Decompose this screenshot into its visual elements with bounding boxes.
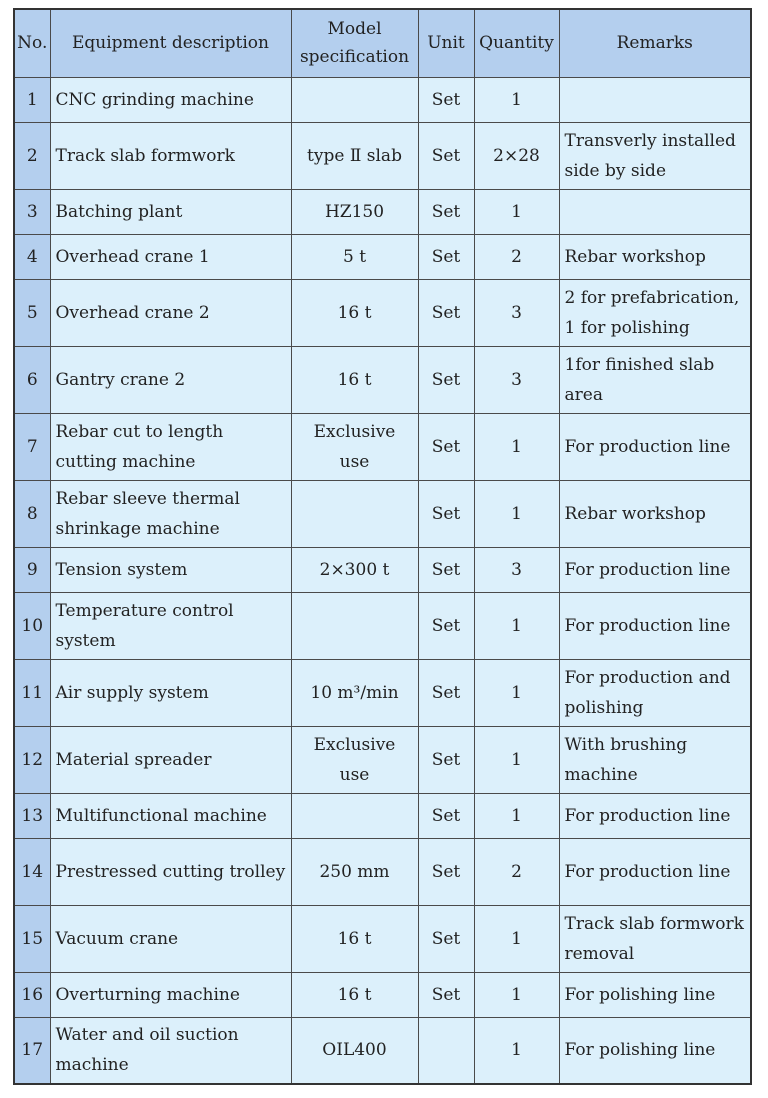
- model-specification-cell: 16 t: [291, 905, 418, 972]
- model-specification-cell: type Ⅱ slab: [291, 122, 418, 189]
- header-remarks: Remarks: [559, 9, 751, 77]
- unit-cell: Set: [418, 189, 474, 234]
- equipment-description-cell: Multifunctional machine: [50, 793, 291, 838]
- remarks-cell: For production and polishing: [559, 659, 751, 726]
- equipment-description-cell: Batching plant: [50, 189, 291, 234]
- equipment-description-cell: Temperature control system: [50, 592, 291, 659]
- table-row: [14, 122, 751, 189]
- row-number: 2: [14, 122, 50, 189]
- model-specification-cell: Exclusive use: [291, 726, 418, 793]
- unit-cell: Set: [418, 726, 474, 793]
- row-number: 10: [14, 592, 50, 659]
- remarks-cell: For production line: [559, 592, 751, 659]
- quantity-cell: 3: [474, 279, 559, 346]
- equipment-description-cell: Prestressed cutting trolley: [50, 838, 291, 905]
- unit-cell: Set: [418, 77, 474, 122]
- model-specification-cell: 2×300 t: [291, 547, 418, 592]
- row-number: 4: [14, 234, 50, 279]
- model-specification-cell: [291, 793, 418, 838]
- model-specification-cell: 5 t: [291, 234, 418, 279]
- quantity-cell: 2×28: [474, 122, 559, 189]
- table-row: [14, 838, 751, 905]
- unit-cell: Set: [418, 659, 474, 726]
- equipment-description-cell: Tension system: [50, 547, 291, 592]
- unit-cell: Set: [418, 905, 474, 972]
- remarks-cell: Rebar workshop: [559, 234, 751, 279]
- model-specification-cell: 16 t: [291, 346, 418, 413]
- model-specification-cell: HZ150: [291, 189, 418, 234]
- remarks-cell: For production line: [559, 413, 751, 480]
- table-row: [14, 547, 751, 592]
- table-row: [14, 793, 751, 838]
- row-number: 14: [14, 838, 50, 905]
- table-row: [14, 189, 751, 234]
- table-row: [14, 1017, 751, 1084]
- model-specification-cell: Exclusive use: [291, 413, 418, 480]
- quantity-cell: 3: [474, 346, 559, 413]
- header-equipment-description: Equipment description: [50, 9, 291, 77]
- equipment-description-cell: Rebar sleeve thermal shrinkage machine: [50, 480, 291, 547]
- quantity-cell: 1: [474, 1017, 559, 1084]
- quantity-cell: 1: [474, 592, 559, 659]
- row-number: 13: [14, 793, 50, 838]
- remarks-cell: For production line: [559, 547, 751, 592]
- model-specification-cell: 250 mm: [291, 838, 418, 905]
- equipment-description-cell: Vacuum crane: [50, 905, 291, 972]
- remarks-cell: For polishing line: [559, 1017, 751, 1084]
- header-no: No.: [14, 9, 50, 77]
- equipment-description-cell: Water and oil suction machine: [50, 1017, 291, 1084]
- equipment-description-cell: Air supply system: [50, 659, 291, 726]
- remarks-cell: With brushing machine: [559, 726, 751, 793]
- row-number: 15: [14, 905, 50, 972]
- table-row: [14, 592, 751, 659]
- row-number: 17: [14, 1017, 50, 1084]
- remarks-cell: Rebar workshop: [559, 480, 751, 547]
- unit-cell: Set: [418, 592, 474, 659]
- row-number: 1: [14, 77, 50, 122]
- equipment-description-cell: Overturning machine: [50, 972, 291, 1017]
- remarks-cell: For polishing line: [559, 972, 751, 1017]
- table-row: [14, 77, 751, 122]
- model-specification-cell: 16 t: [291, 279, 418, 346]
- equipment-description-cell: Rebar cut to length cutting machine: [50, 413, 291, 480]
- row-number: 8: [14, 480, 50, 547]
- equipment-description-cell: Overhead crane 2: [50, 279, 291, 346]
- model-specification-cell: [291, 592, 418, 659]
- quantity-cell: 1: [474, 77, 559, 122]
- equipment-table: [13, 8, 752, 1085]
- unit-cell: Set: [418, 838, 474, 905]
- equipment-description-cell: Overhead crane 1: [50, 234, 291, 279]
- unit-cell: Set: [418, 279, 474, 346]
- table-row: [14, 972, 751, 1017]
- quantity-cell: 1: [474, 972, 559, 1017]
- row-number: 9: [14, 547, 50, 592]
- unit-cell: Set: [418, 234, 474, 279]
- quantity-cell: 1: [474, 189, 559, 234]
- row-number: 11: [14, 659, 50, 726]
- remarks-cell: 2 for prefabrication, 1 for polishing: [559, 279, 751, 346]
- row-number: 5: [14, 279, 50, 346]
- unit-cell: Set: [418, 122, 474, 189]
- unit-cell: Set: [418, 346, 474, 413]
- row-number: 16: [14, 972, 50, 1017]
- remarks-cell: For production line: [559, 838, 751, 905]
- equipment-description-cell: Track slab formwork: [50, 122, 291, 189]
- equipment-table-container: [13, 8, 750, 1085]
- quantity-cell: 2: [474, 234, 559, 279]
- table-row: [14, 346, 751, 413]
- remarks-cell: [559, 77, 751, 122]
- table-row: [14, 659, 751, 726]
- table-row: [14, 726, 751, 793]
- equipment-description-cell: Gantry crane 2: [50, 346, 291, 413]
- quantity-cell: 3: [474, 547, 559, 592]
- unit-cell: Set: [418, 480, 474, 547]
- remarks-cell: [559, 189, 751, 234]
- row-number: 12: [14, 726, 50, 793]
- quantity-cell: 1: [474, 659, 559, 726]
- quantity-cell: 1: [474, 480, 559, 547]
- model-specification-cell: [291, 480, 418, 547]
- header-quantity: Quantity: [474, 9, 559, 77]
- table-row: [14, 279, 751, 346]
- header-row: [14, 9, 751, 77]
- model-specification-cell: 10 m³/min: [291, 659, 418, 726]
- row-number: 6: [14, 346, 50, 413]
- quantity-cell: 1: [474, 905, 559, 972]
- unit-cell: Set: [418, 547, 474, 592]
- table-row: [14, 905, 751, 972]
- remarks-cell: For production line: [559, 793, 751, 838]
- equipment-description-cell: Material spreader: [50, 726, 291, 793]
- unit-cell: Set: [418, 413, 474, 480]
- unit-cell: [418, 1017, 474, 1084]
- quantity-cell: 1: [474, 793, 559, 838]
- model-specification-cell: OIL400: [291, 1017, 418, 1084]
- table-row: [14, 480, 751, 547]
- quantity-cell: 1: [474, 413, 559, 480]
- row-number: 3: [14, 189, 50, 234]
- row-number: 7: [14, 413, 50, 480]
- table-row: [14, 234, 751, 279]
- table-row: [14, 413, 751, 480]
- quantity-cell: 2: [474, 838, 559, 905]
- unit-cell: Set: [418, 793, 474, 838]
- equipment-description-cell: CNC grinding machine: [50, 77, 291, 122]
- remarks-cell: Transverly installed side by side: [559, 122, 751, 189]
- header-model-specification: Model specification: [291, 9, 418, 77]
- model-specification-cell: [291, 77, 418, 122]
- header-unit: Unit: [418, 9, 474, 77]
- remarks-cell: 1for finished slab area: [559, 346, 751, 413]
- unit-cell: Set: [418, 972, 474, 1017]
- model-specification-cell: 16 t: [291, 972, 418, 1017]
- table-body: [14, 77, 751, 1084]
- quantity-cell: 1: [474, 726, 559, 793]
- remarks-cell: Track slab formwork removal: [559, 905, 751, 972]
